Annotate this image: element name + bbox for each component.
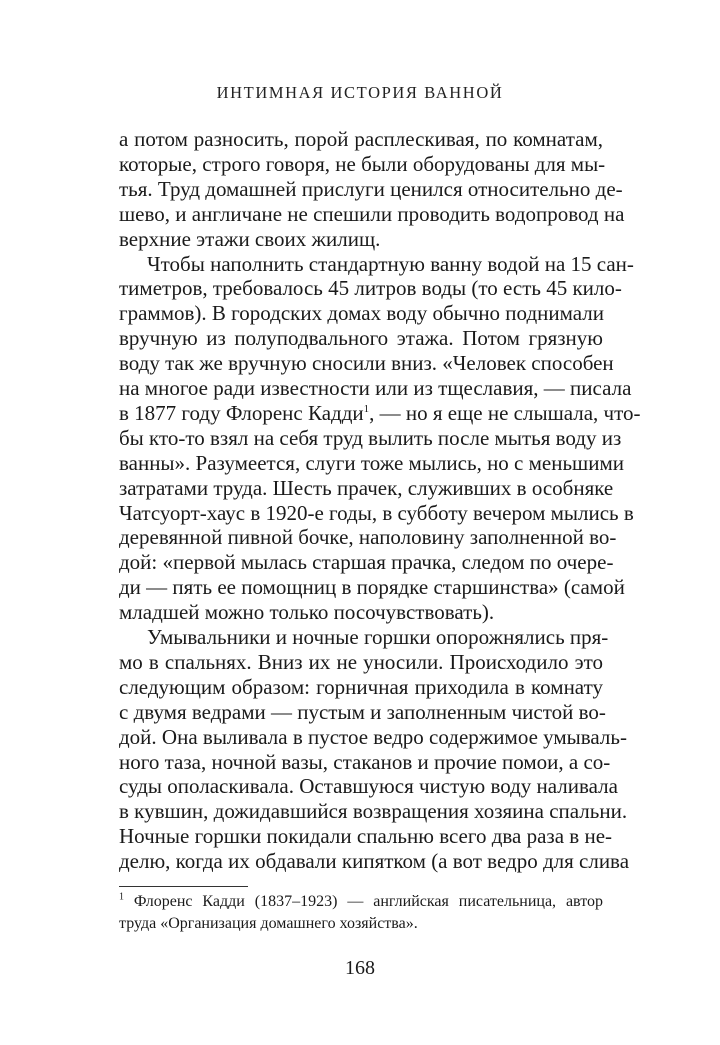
text-line: ного таза, ночной вазы, стаканов и прочие помои, а со- <box>119 750 611 774</box>
text-line: бы кто-то взял на себя труд вылить после мытья воду из <box>119 426 622 450</box>
text-line: вручную из полуподвального этажа. Потом грязную <box>119 326 603 350</box>
text-line: дой: «первой мылась старшая прачка, следом по очере- <box>119 550 614 574</box>
footnote-separator <box>119 886 248 887</box>
text-line-with-footnote <box>119 399 641 427</box>
footnote-line <box>119 891 603 913</box>
text-line: Ночные горшки покидали спальню всего два раза в не- <box>119 824 613 848</box>
running-head: ИНТИМНАЯ ИСТОРИЯ ВАННОЙ <box>216 83 504 102</box>
footnote-reference[interactable]: 1 <box>363 403 370 415</box>
text-line: младшей можно только посочувствовать). <box>119 600 495 624</box>
text-line: на многое ради известности или из тщеславия, — писала <box>119 376 632 400</box>
text-line: дой. Она выливала в пустое ведро содержимое умываль- <box>119 725 627 749</box>
text-line: воду так же вручную сносили вниз. «Человек способен <box>119 351 614 375</box>
text-line: Умывальники и ночные горшки опорожнялись пря- <box>147 625 609 649</box>
text-line: шево, и англичане не спешили проводить водопровод на <box>119 202 625 226</box>
text-line: с двумя ведрами — пустым и заполненным чистой во- <box>119 700 606 724</box>
text-line: в кувшин, дожидавшийся возвращения хозяина спальни. <box>119 799 628 823</box>
text-line: Чатсуорт-хаус в 1920-е годы, в субботу вечером мылись в <box>119 501 634 525</box>
text-line: а потом разносить, порой расплескивая, по комнатам, <box>119 127 603 151</box>
footnote-marker: 1 <box>119 891 124 903</box>
text-line: делю, когда их обдавали кипятком (а вот ведро для слива <box>119 849 630 873</box>
text-line: ди — пять ее помощниц в порядке старшинства» (самой <box>119 575 625 599</box>
text-line: которые, строго говоря, не были оборудованы для мы- <box>119 152 606 176</box>
text-line: граммов). В городских домах воду обычно поднимали <box>119 301 604 325</box>
text-line: тиметров, требовалось 45 литров воды (то есть 45 кило- <box>119 276 622 300</box>
text-line: суды ополаскивала. Оставшуюся чистую воду наливала <box>119 774 618 798</box>
text-line: затратами труда. Шесть прачек, служивших в особняке <box>119 476 614 500</box>
text-line: мо в спальнях. Вниз их не уносили. Происходило это <box>119 650 603 674</box>
text-line: деревянной пивной бочке, наполовину заполненной во- <box>119 525 617 549</box>
text-line: ванны». Разумеется, слуги тоже мылись, но с меньшими <box>119 451 624 475</box>
page-number: 168 <box>345 957 375 979</box>
text-segment: в 1877 году Флоренс Кадди <box>119 401 364 425</box>
footnote-line: труда «Организация домашнего хозяйства». <box>119 915 418 932</box>
text-line: верхние этажи своих жилищ. <box>119 227 381 251</box>
text-line: тья. Труд домашней прислуги ценился относительно де- <box>119 177 623 201</box>
text-line: Чтобы наполнить стандартную ванну водой на 15 сан- <box>147 252 634 276</box>
footnote-text: Флоренс Кадди (1837–1923) — английская писательница, автор <box>133 893 603 910</box>
text-segment: , — но я еще не слышала, что- <box>369 401 641 425</box>
text-line: следующим образом: горничная приходила в комнату <box>119 675 603 699</box>
